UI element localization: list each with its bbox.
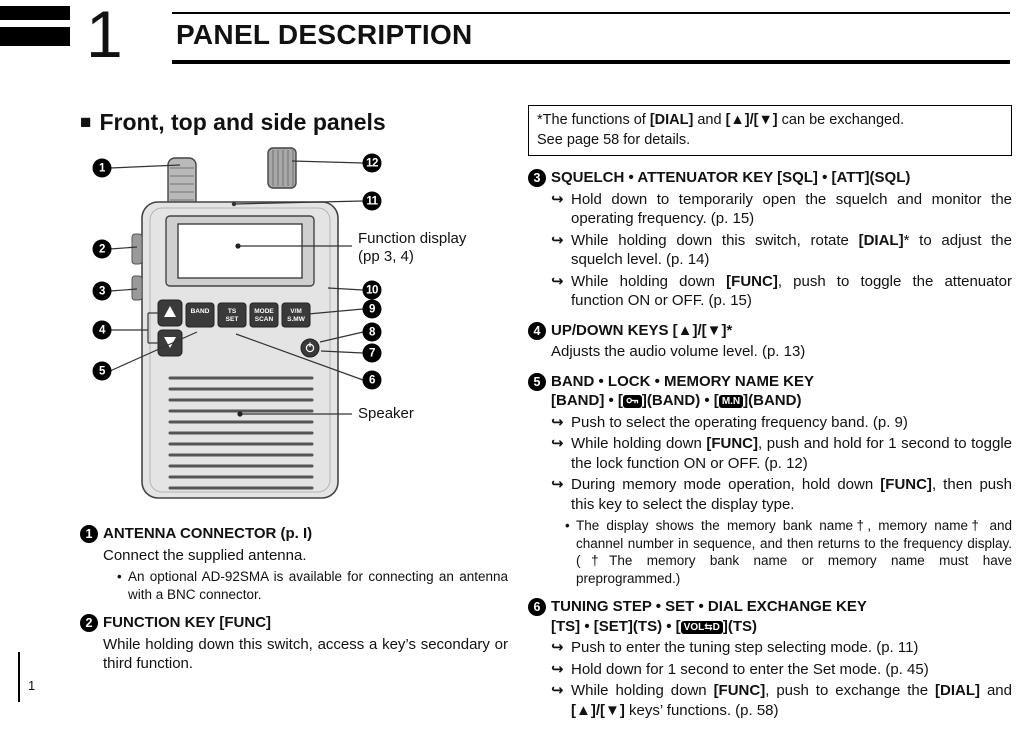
- section-body: [551, 342, 1012, 362]
- section-number-badge: 2: [80, 614, 98, 632]
- instruction-arrow-item: ↪ While holding down [FUNC], push and hold for 1 second to toggle the lock function ON or OFF. (p. 12): [551, 435, 1012, 472]
- callout-number-8: 8: [363, 323, 382, 342]
- note-box: [528, 105, 1012, 156]
- function-display: [166, 216, 314, 286]
- section-body: [103, 546, 508, 604]
- arrow-bullet-icon: ↪: [551, 682, 564, 700]
- title-block: [172, 12, 1010, 64]
- mode-scan-key: [250, 303, 278, 327]
- key-icon: [623, 395, 642, 408]
- arrow-bullet-icon: ↪: [551, 435, 564, 453]
- page-title: PANEL DESCRIPTION: [176, 19, 473, 50]
- callout-number-5: 5: [93, 362, 112, 381]
- callout-number-3: 3: [93, 282, 112, 301]
- radio-figure-svg: [80, 146, 500, 514]
- dot-bullet-icon: •: [117, 569, 122, 584]
- arrow-bullet-icon: ↪: [551, 231, 564, 249]
- speaker-label: Speaker: [358, 405, 414, 422]
- section-title: UP/DOWN KEYS [▲]/[▼]*: [551, 321, 733, 339]
- band-key: [186, 303, 214, 327]
- callout-number-7: 7: [363, 344, 382, 363]
- numbered-section-1: [80, 524, 508, 603]
- right-column: [528, 105, 1012, 730]
- title-rule-bottom: [172, 60, 1010, 64]
- instruction-arrow-item: ↪ Push to select the operating frequency band. (p. 9): [551, 413, 908, 431]
- arrow-bullet-icon: ↪: [551, 272, 564, 290]
- callout-number-4: 4: [93, 321, 112, 340]
- section-number-badge: 3: [528, 169, 546, 187]
- svg-text:V/M: V/M: [290, 308, 302, 315]
- footer-rule: [18, 652, 20, 702]
- arrow-bullet-icon: ↪: [551, 476, 564, 494]
- section-body: [551, 638, 1012, 720]
- section-number-badge: 1: [80, 525, 98, 543]
- instruction-arrow-item: ↪ While holding down [FUNC], push to toggle the attenuator function ON or OFF. (p. 15): [551, 272, 1012, 310]
- side-switch-upper: [132, 234, 142, 264]
- instruction-arrow-item: ↪ Hold down for 1 second to enter the Set mode. (p. 45): [551, 660, 929, 678]
- svg-text:SET: SET: [225, 316, 239, 323]
- section-title: SQUELCH • ATTENUATOR KEY [SQL] • [ATT](SQL): [551, 169, 911, 187]
- section-title: ANTENNA CONNECTOR (p. I): [103, 525, 313, 542]
- section-heading-front-top-side-panels: [80, 109, 508, 136]
- callout-number-9: 9: [363, 300, 382, 319]
- description-text: Connect the supplied antenna.: [103, 546, 307, 564]
- down-key: [158, 330, 182, 356]
- function-display-label-line1: Function display: [358, 230, 467, 247]
- chapter-tab-bar-bottom: [0, 27, 70, 46]
- chapter-tab-bar-top: [0, 6, 70, 20]
- section-heading-label: Front, top and side panels: [99, 109, 386, 135]
- square-bullet-icon: ■: [80, 111, 92, 133]
- note-bullet-item: • The display shows the memory bank name†, memory name† and channel number in sequence, and then returns to the frequency display. (†The memory bank name or memory name must have preprogrammed.): [565, 518, 1012, 586]
- instruction-arrow-item: ↪ While holding down this switch, rotate [DIAL]* to adjust the squelch level. (p. 14): [551, 231, 1012, 269]
- power-button: [301, 339, 319, 357]
- section-heading: [528, 597, 1012, 636]
- vm-smw-key: [282, 303, 310, 327]
- instruction-arrow-item: ↪ While holding down [FUNC], push to exchange the [DIAL] and [▲]/[▼] keys’ functions. (p. 58): [551, 682, 1012, 719]
- arrow-bullet-icon: ↪: [551, 660, 564, 678]
- description-text: Adjusts the audio volume level. (p. 13): [551, 343, 806, 361]
- callout-number-10: 10: [363, 281, 382, 300]
- function-display-label: [358, 230, 466, 266]
- section-heading: [528, 321, 1012, 341]
- section-heading: [528, 372, 1012, 411]
- function-display-label-line2: (pp 3, 4): [358, 248, 414, 265]
- up-key: [158, 300, 182, 326]
- svg-text:SCAN: SCAN: [254, 316, 274, 323]
- description-text: While holding down this switch, access a key’s secondary or third function.: [103, 635, 508, 673]
- svg-text:TS: TS: [227, 308, 237, 315]
- numbered-section-5: [528, 372, 1012, 588]
- section-title: FUNCTION KEY [FUNC]: [103, 614, 272, 632]
- arrow-bullet-icon: ↪: [551, 639, 564, 657]
- instruction-arrow-item: ↪ Hold down to temporarily open the squelch and monitor the operating frequency. (p. 15): [551, 190, 1012, 228]
- arrow-bullet-icon: ↪: [551, 190, 564, 208]
- section-heading: [80, 524, 508, 544]
- radio-illustration: [132, 148, 338, 498]
- section-title: TUNING STEP • SET • DIAL EXCHANGE KEY [TS] • [SET](TS) • [ VOL⇆D ](TS): [551, 598, 867, 635]
- radio-front-panel-figure: [80, 146, 500, 514]
- numbered-section-3: [528, 168, 1012, 311]
- dot-bullet-icon: •: [565, 518, 570, 534]
- callout-number-11: 11: [363, 192, 382, 211]
- section-title: BAND • LOCK • MEMORY NAME KEY [BAND] • [ ](BAND) • [ M.N ](BAND): [551, 372, 815, 410]
- callout-number-2: 2: [93, 240, 112, 259]
- right-numbered-sections: [528, 168, 1012, 720]
- note-bullet-item: • An optional AD-92SMA is available for connecting an antenna with a BNC connector.: [117, 569, 508, 602]
- note-line: See page 58 for details.: [537, 131, 691, 148]
- side-switch-lower: [132, 276, 142, 300]
- numbered-section-6: [528, 597, 1012, 720]
- left-numbered-items: [80, 524, 508, 674]
- section-body: [103, 635, 508, 674]
- title-rule-top: [172, 12, 1010, 14]
- dial-knob: [268, 148, 296, 188]
- chapter-number: 1: [86, 0, 123, 71]
- section-body: [551, 190, 1012, 311]
- section-heading: [528, 168, 1012, 188]
- callout-number-1: 1: [93, 159, 112, 178]
- page-number: 1: [28, 678, 36, 693]
- callout-number-12: 12: [363, 154, 382, 173]
- instruction-arrow-item: ↪ Push to enter the tuning step selecting mode. (p. 11): [551, 639, 919, 657]
- section-heading: [80, 613, 508, 633]
- section-body: [551, 413, 1012, 588]
- section-number-badge: 6: [528, 598, 546, 616]
- arrow-bullet-icon: ↪: [551, 413, 564, 431]
- section-number-badge: 4: [528, 322, 546, 340]
- svg-text:BAND: BAND: [190, 308, 210, 315]
- section-number-badge: 5: [528, 373, 546, 391]
- numbered-section-2: [80, 613, 508, 674]
- svg-text:S.MW: S.MW: [287, 316, 305, 323]
- numbered-section-4: [528, 321, 1012, 362]
- svg-text:MODE: MODE: [254, 308, 274, 315]
- left-column: [80, 105, 508, 684]
- note-line: *The functions of [DIAL] and [▲]/[▼] can be exchanged.: [537, 112, 905, 128]
- instruction-arrow-item: ↪ During memory mode operation, hold down [FUNC], then push this key to select the display type.: [551, 476, 1012, 513]
- callout-number-6: 6: [363, 371, 382, 390]
- ts-set-key: [218, 303, 246, 327]
